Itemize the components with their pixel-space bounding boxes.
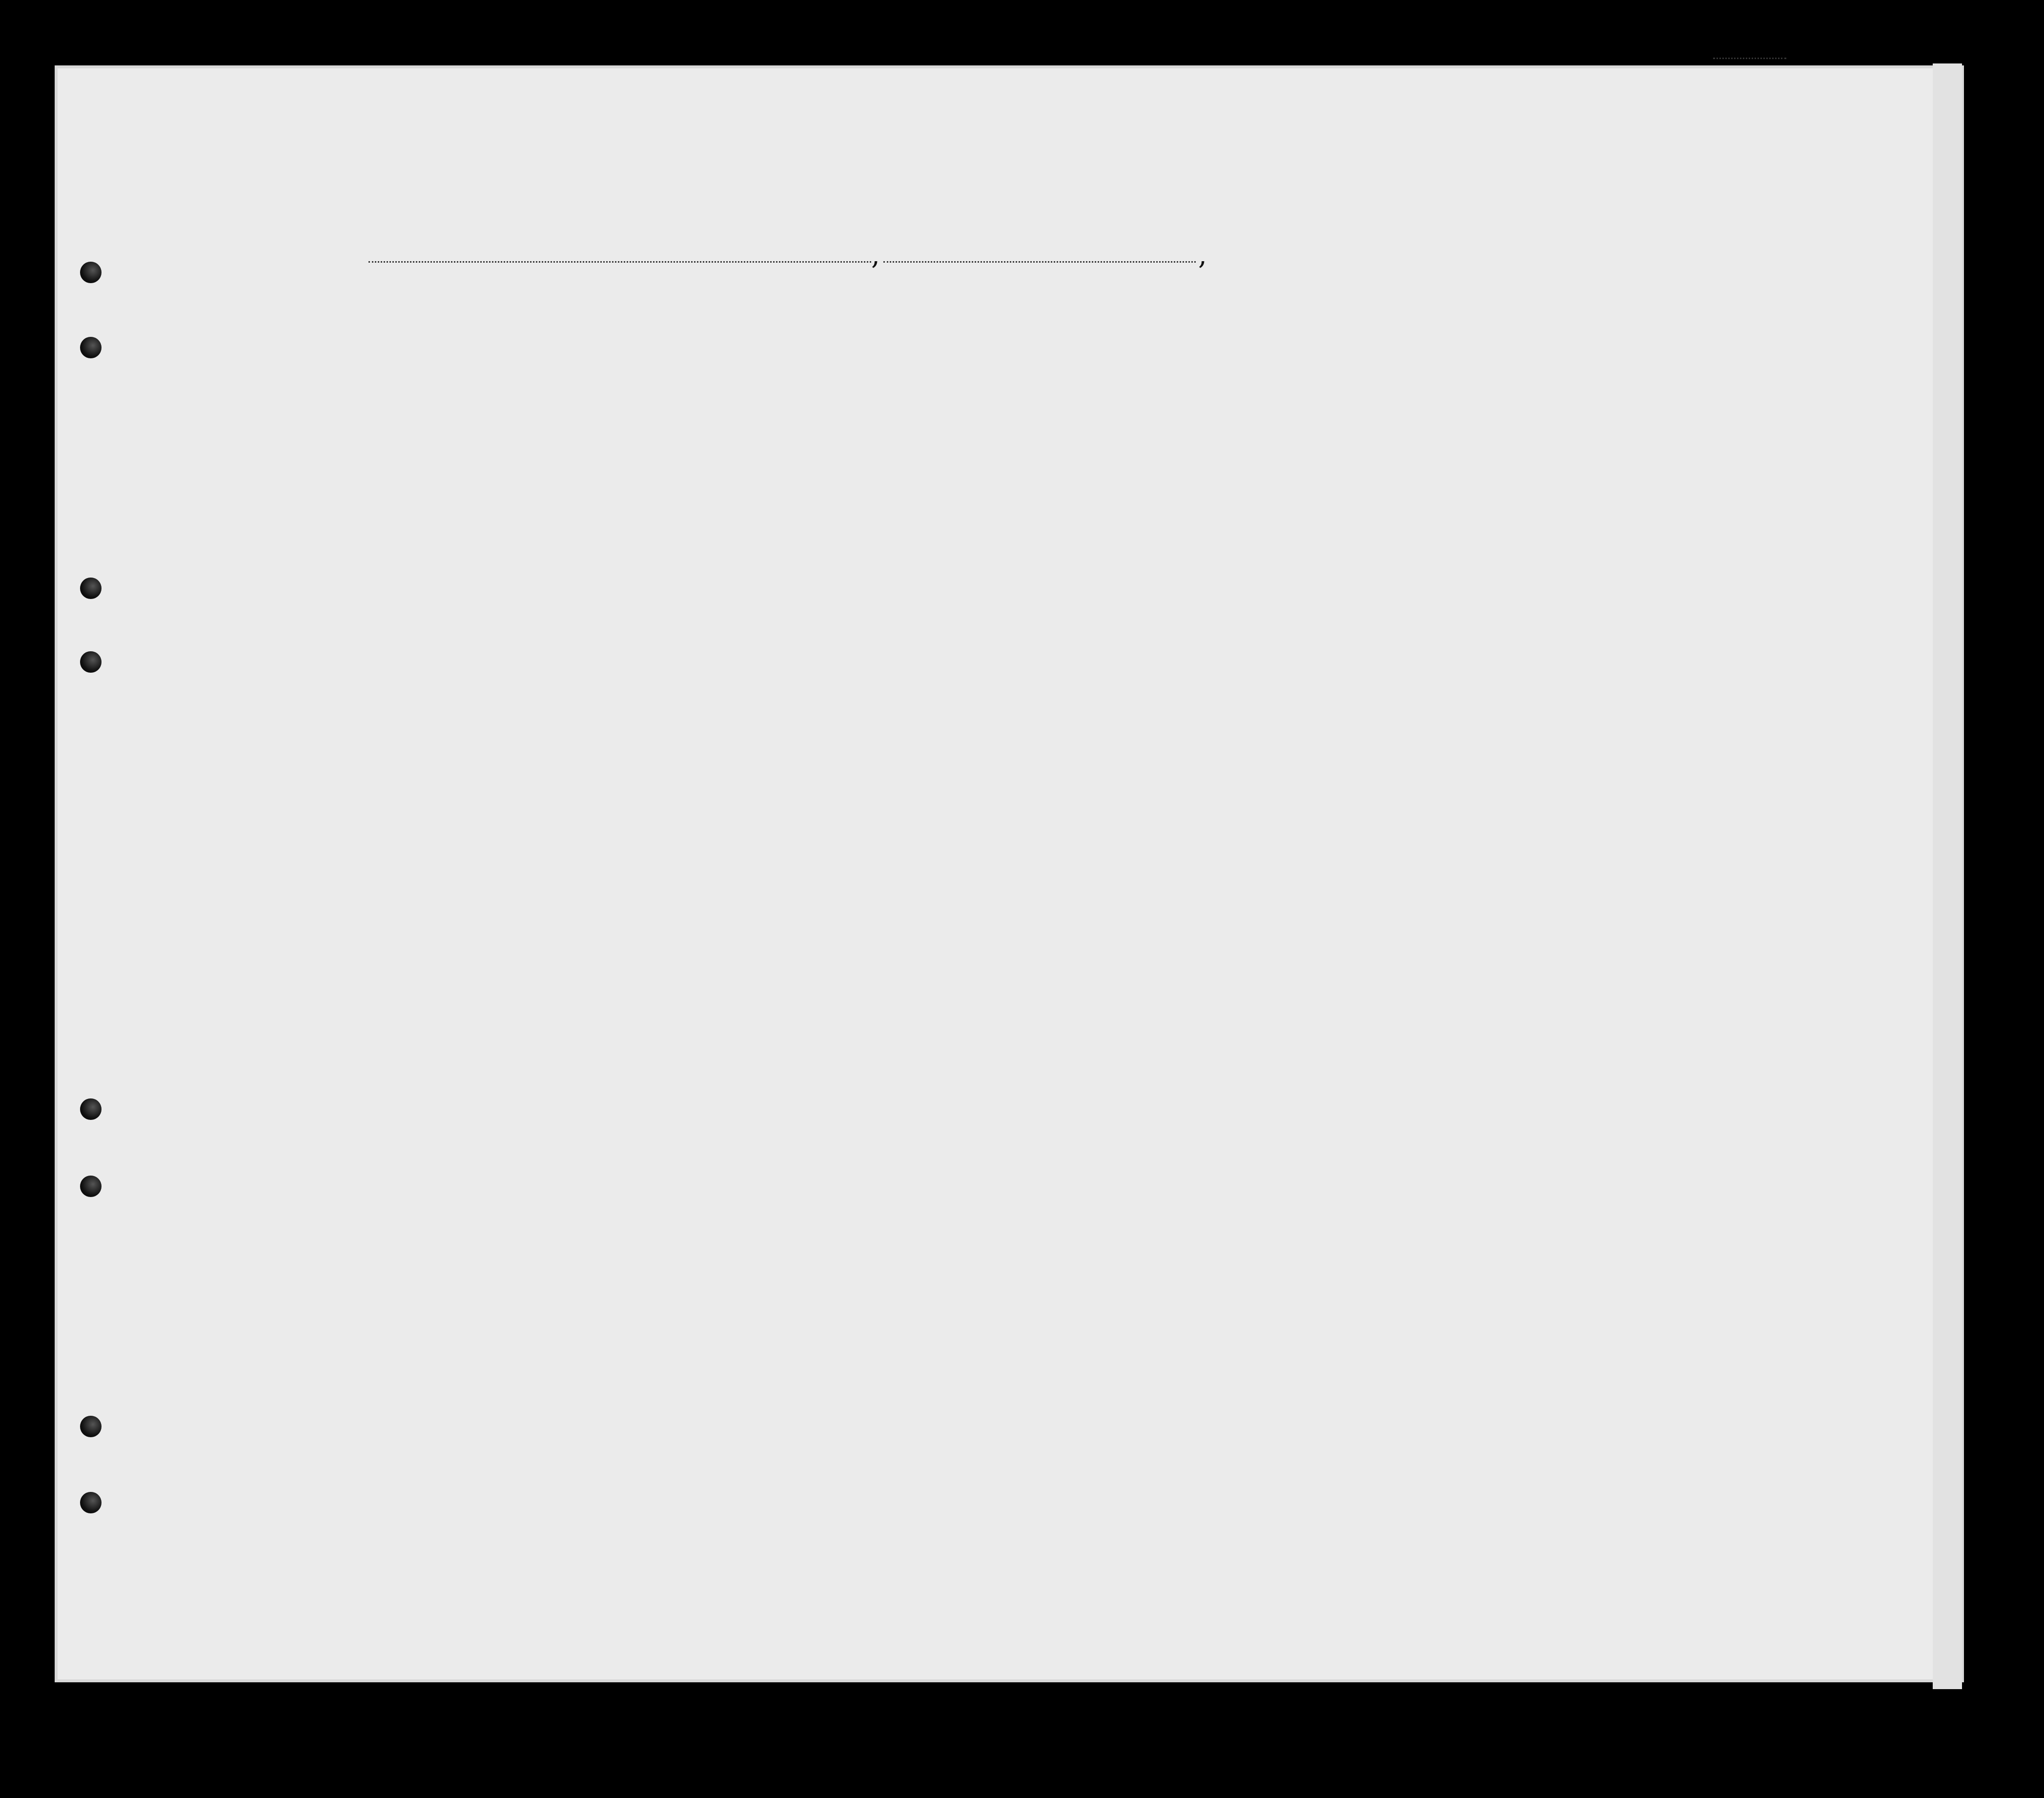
list-dotline: [1713, 58, 1786, 59]
punch-hole: [80, 1176, 102, 1197]
punch-hole: [80, 262, 102, 283]
header-q29: [1425, 330, 1454, 442]
port-dotline: [368, 261, 871, 263]
header-anarchist: [1346, 330, 1367, 442]
header-purpose-citizen: [1257, 330, 1282, 442]
header-purpose-return: [1145, 330, 1179, 442]
header-inches: [1651, 391, 1670, 434]
punch-hole: [80, 578, 102, 599]
header-prison: [1288, 330, 1312, 442]
punch-hole: [80, 1098, 102, 1120]
punch-hole: [80, 651, 102, 673]
comma: ,: [871, 239, 880, 271]
header-q30: [1469, 330, 1498, 442]
header-purpose-length: [1186, 330, 1210, 442]
comma: ,: [1198, 239, 1207, 271]
header-possession-50: [727, 322, 755, 439]
header-ticket: [603, 322, 631, 439]
punch-hole: [80, 1492, 102, 1513]
punch-hole: [80, 1416, 102, 1437]
manifest-sheet: [58, 68, 1961, 1679]
punch-hole: [80, 337, 102, 358]
sheet-edge: [1933, 63, 1962, 1689]
header-polygamist: [1318, 330, 1338, 442]
date-dotline: [883, 261, 1196, 263]
header-feet: [1629, 391, 1649, 434]
header-q28: [1374, 330, 1403, 442]
